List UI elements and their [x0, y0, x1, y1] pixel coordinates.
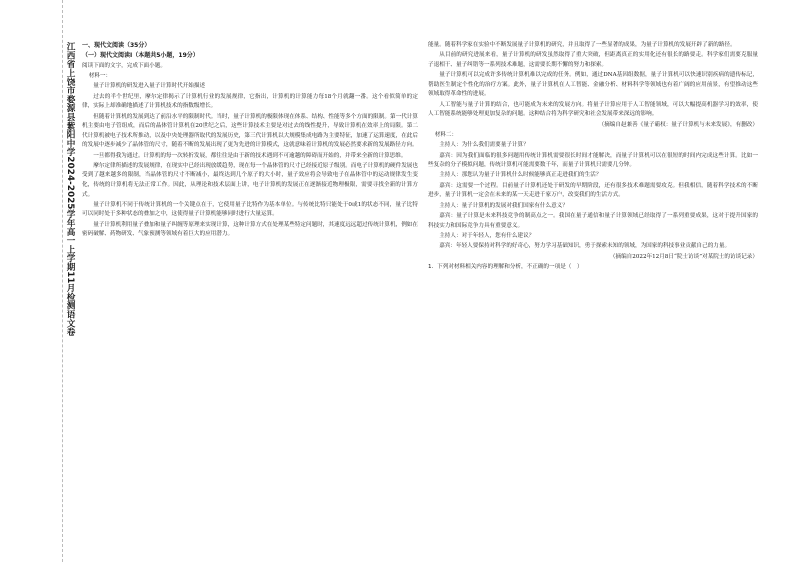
paragraph: 量子计算机的研发进入量子计算时代开始描述	[93, 83, 206, 90]
binding-margin	[0, 0, 63, 562]
exam-title: 江西省上饶市婺源县紫阳中学2024-2025学年高一上学期11月检测语文卷	[65, 42, 75, 337]
paragraph: 量子计算机利用量子叠加和量子纠缠等原理来实现计算，这种计算方式在处理某些特定问题时，其速度远远超过传统计算机，例如在密码破解、药物研发、气象预测等领域有着巨大的应用潜力。	[82, 221, 418, 238]
source-citation: （摘编自赵兼善《量子霸权：量子计算机与未来发展》，有删改）	[598, 121, 758, 128]
paragraph: 从目前的研究进展来看，量子计算机的研发虽然取得了重大突破，但距离真正的实用化还有很长的路要走。科学家们需要克服量子退相干、量子纠错等一系列技术难题，这需要长期不懈的努力和探索。	[428, 52, 758, 68]
dialog-line: 主持人：量子计算机的发展对我们国家有什么意义？	[439, 202, 568, 209]
paragraph: 量子计算机可以完成许多传统计算机难以完成的任务。例如，通过DNA基因组数据，量子计算机可以快速识别疾病的遗传标记，帮助医生制定个性化的治疗方案。此外，量子计算机在人工智能、金融分析、材料科学等领域也有着广阔的应用前景，有望推动这些领域取得革命性的进展。	[428, 72, 758, 98]
paragraph: 但随着计算机的发展到达了前沿水平的限制时代。当时，量子计算机的极限体现在体系、结构、性能等多个方面的限制。第一代计算机主要由电子管组成，而后的晶体管计算机在20世纪之后，这些计算技术主要是对过去的线性提升，导致计算机在效率上的局限。第二代计算机被电子技术所推动，以及中央处理器所取代的发展历史，第三代计算机以大规模集成电路为主要特征，加速了运算速度，在此后的发展中逐步减少了晶体管的尺寸，随着不断的发展出现了更为先进的计算模式，这就意味着计算机的发展必然要求新的发展路径方向。	[82, 113, 418, 149]
subsection-heading: （一）现代文阅读Ⅰ（本题共5小题，19分）	[82, 52, 199, 60]
dialog-line: 嘉宾：量子计算是未来科技竞争的制高点之一。我国在量子通信和量子计算领域已经取得了一系列重要成果，这对于提升国家的科技实力和国际竞争力具有重要意义。	[428, 213, 758, 229]
dialog-line: 主持人：对于年轻人，您有什么建议？	[439, 232, 535, 239]
question-1[interactable]: 1．下列对材料相关内容的理解和分析，不正确的一项是（ ）	[428, 263, 583, 270]
material-1-label: 材料一：	[88, 73, 112, 80]
section-heading: 一、现代文阅读（35分）	[82, 42, 151, 49]
dialog-line: 主持人：那您认为量子计算机什么时候能够真正走进我们的生活？	[439, 172, 602, 179]
paragraph: 摩尔定律所描述的发展规律，在现实中已经出现放缓趋势，现在每一个晶体管的尺寸已经接近原子级别。而电子计算机的硬件发展也受到了越来越多的限制，当晶体管的尺寸不断减小，最终达到几个原子的大小时，量子效应将会导致电子在晶体管中的运动规律发生变化，传统的计算机将无法正常工作。因此，从理论和技术层面上讲，电子计算机的发展正在逐渐接近物理极限，需要寻找全新的计算方式。	[82, 162, 418, 198]
paragraph: 能量。随着科学家在实验中不断发展量子计算机的研究，并且取得了一些显著的成果，为量子计算机的发展开辟了新的路径。	[428, 42, 736, 48]
paragraph: 人工智能与量子计算的结合，也可能成为未来的发展方向。将量子计算应用于人工智能领域，可以大幅提高机器学习的效率，使人工智能系统能够处理更加复杂的问题。这种结合将为科学研究和社会发展带来深远的影响。	[428, 101, 758, 118]
instruction: 阅读下面的文字，完成下面小题。	[82, 62, 166, 69]
dialog-line: 嘉宾：这需要一个过程。目前量子计算机还处于研发的早期阶段，还有很多技术难题需要攻克。但我相信，随着科学技术的不断进步，量子计算机一定会在未来的某一天走进千家万户，改变我们的生活方式。	[428, 182, 758, 199]
dialog-line: 嘉宾：因为我们面临的很多问题用传统计算机需要很长时间才能解决，而量子计算机可以在很短的时间内完成这些计算。比如一些复杂的分子模拟问题，传统计算机可能需要数千年，而量子计算机只需要几分钟。	[428, 152, 758, 169]
paragraph: 过去的半个世纪里，摩尔定律揭示了计算机行业的发展规律，它指出，计算机的计算能力每18个月就翻一番。这个看似简单的定律，实际上却准确地描述了计算机技术的指数级增长。	[82, 93, 418, 110]
paragraph: 量子计算机不同于传统计算机的一个关键点在于，它使用量子比特作为基本单位。与传统比特只能处于0或1的状态不同，量子比特可以同时处于多种状态的叠加之中，这使得量子计算机能够同时进行大量运算。	[82, 201, 418, 218]
paragraph: 一旦都得我为通过。计算机的每一次转折发展，都往往是由于新的技术遇到不可逾越的障碍而开始的，并带来全新的计算思维。	[93, 152, 407, 159]
source-citation: （摘编自2022年12月8日“院士访谈”对某院士的访谈记录）	[609, 253, 758, 260]
left-column	[82, 41, 418, 241]
material-2-label: 材料二：	[434, 131, 458, 138]
dialog-line: 嘉宾：年轻人要保持对科学的好奇心，努力学习基础知识，勇于探索未知的领域，为国家的科技事业贡献自己的力量。	[439, 243, 731, 250]
right-column	[428, 41, 758, 273]
dialog-line: 主持人：为什么我们需要量子计算？	[439, 142, 529, 149]
